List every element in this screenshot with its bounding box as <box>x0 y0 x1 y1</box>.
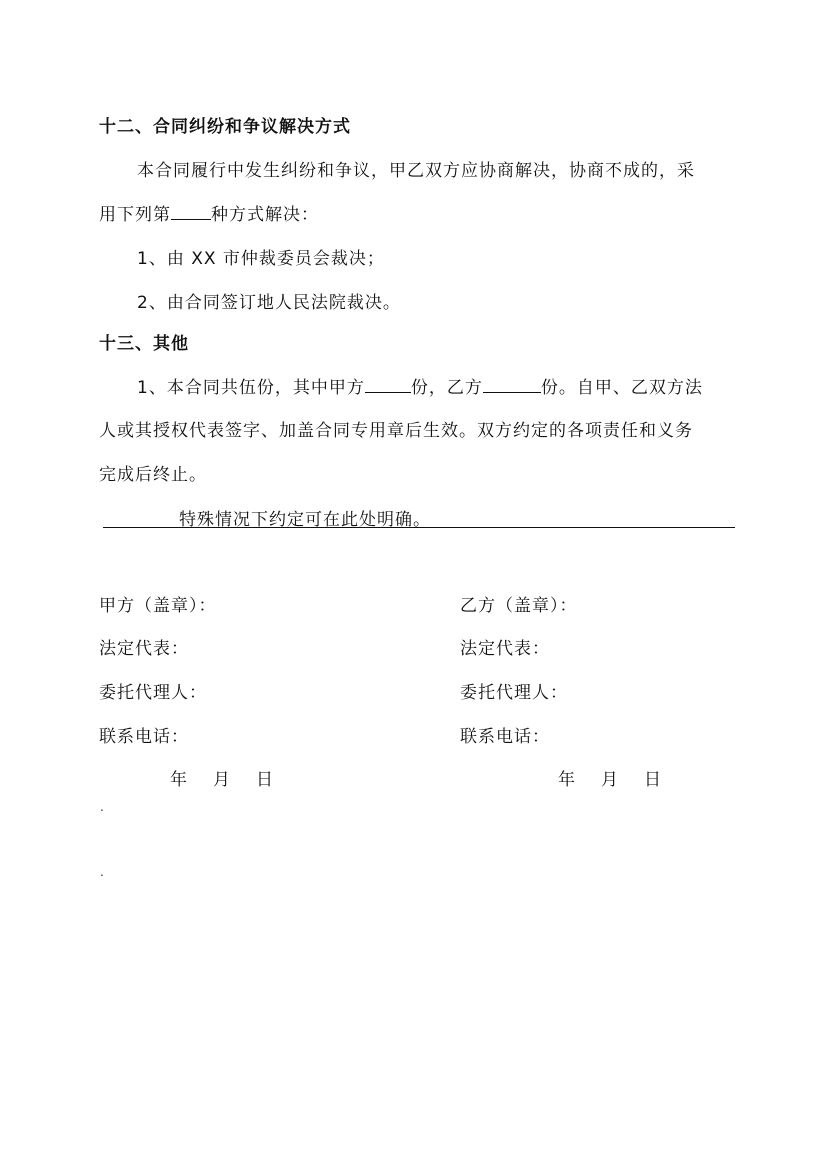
party-a-year: 年 <box>170 770 187 790</box>
party-b-date <box>558 765 687 790</box>
section12-paragraph-line2 <box>99 200 319 225</box>
party-b-copies-blank[interactable] <box>483 377 541 393</box>
section12-item1: 1、由 XX 市仲裁委员会裁决； <box>137 249 385 269</box>
party-a-date <box>170 765 299 790</box>
party-a-seal-label: 甲方（盖章）： <box>99 596 217 616</box>
section12-item2: 2、由合同签订地人民法院裁决。 <box>137 293 401 313</box>
special-terms-line[interactable] <box>103 507 735 528</box>
section13-heading: 十三、其他 <box>99 334 189 354</box>
party-a-day: 日 <box>256 770 273 790</box>
section13-line3: 完成后终止。 <box>99 465 207 485</box>
party-b-year: 年 <box>558 770 575 790</box>
line1-part-a: 1、本合同共伍份，其中甲方 <box>137 378 365 398</box>
section12-paragraph-line1: 本合同履行中发生纠纷和争议，甲乙双方应协商解决，协商不成的，采 <box>137 161 695 181</box>
section13-line1 <box>137 373 703 398</box>
party-a-rep-label: 法定代表： <box>99 639 189 659</box>
section12-heading: 十二、合同纠纷和争议解决方式 <box>99 117 351 137</box>
party-b-day: 日 <box>644 770 661 790</box>
party-a-copies-blank[interactable] <box>365 377 411 393</box>
party-b-phone-label: 联系电话： <box>460 727 550 747</box>
party-b-agent-label: 委托代理人： <box>460 683 568 703</box>
special-terms-text: 特殊情况下约定可在此处明确。 <box>179 510 431 530</box>
section13-line2: 人或其授权代表签字、加盖合同专用章后生效。双方约定的各项责任和义务 <box>99 421 693 441</box>
party-a-phone-label: 联系电话： <box>99 727 189 747</box>
line1-part-b: 份，乙方 <box>410 378 483 398</box>
line1-part-c: 份。自甲、乙双方法 <box>540 378 703 398</box>
party-a-agent-label: 委托代理人： <box>99 683 207 703</box>
stray-dot-1: . <box>100 800 104 814</box>
para-line2-pre: 用下列第 <box>99 205 171 225</box>
party-b-month: 月 <box>601 770 618 790</box>
party-a-month: 月 <box>213 770 230 790</box>
party-b-seal-label: 乙方（盖章）： <box>460 596 578 616</box>
method-blank[interactable] <box>171 204 211 220</box>
party-b-rep-label: 法定代表： <box>460 639 550 659</box>
para-line2-post: 种方式解决： <box>211 205 319 225</box>
stray-dot-2: . <box>100 865 104 879</box>
